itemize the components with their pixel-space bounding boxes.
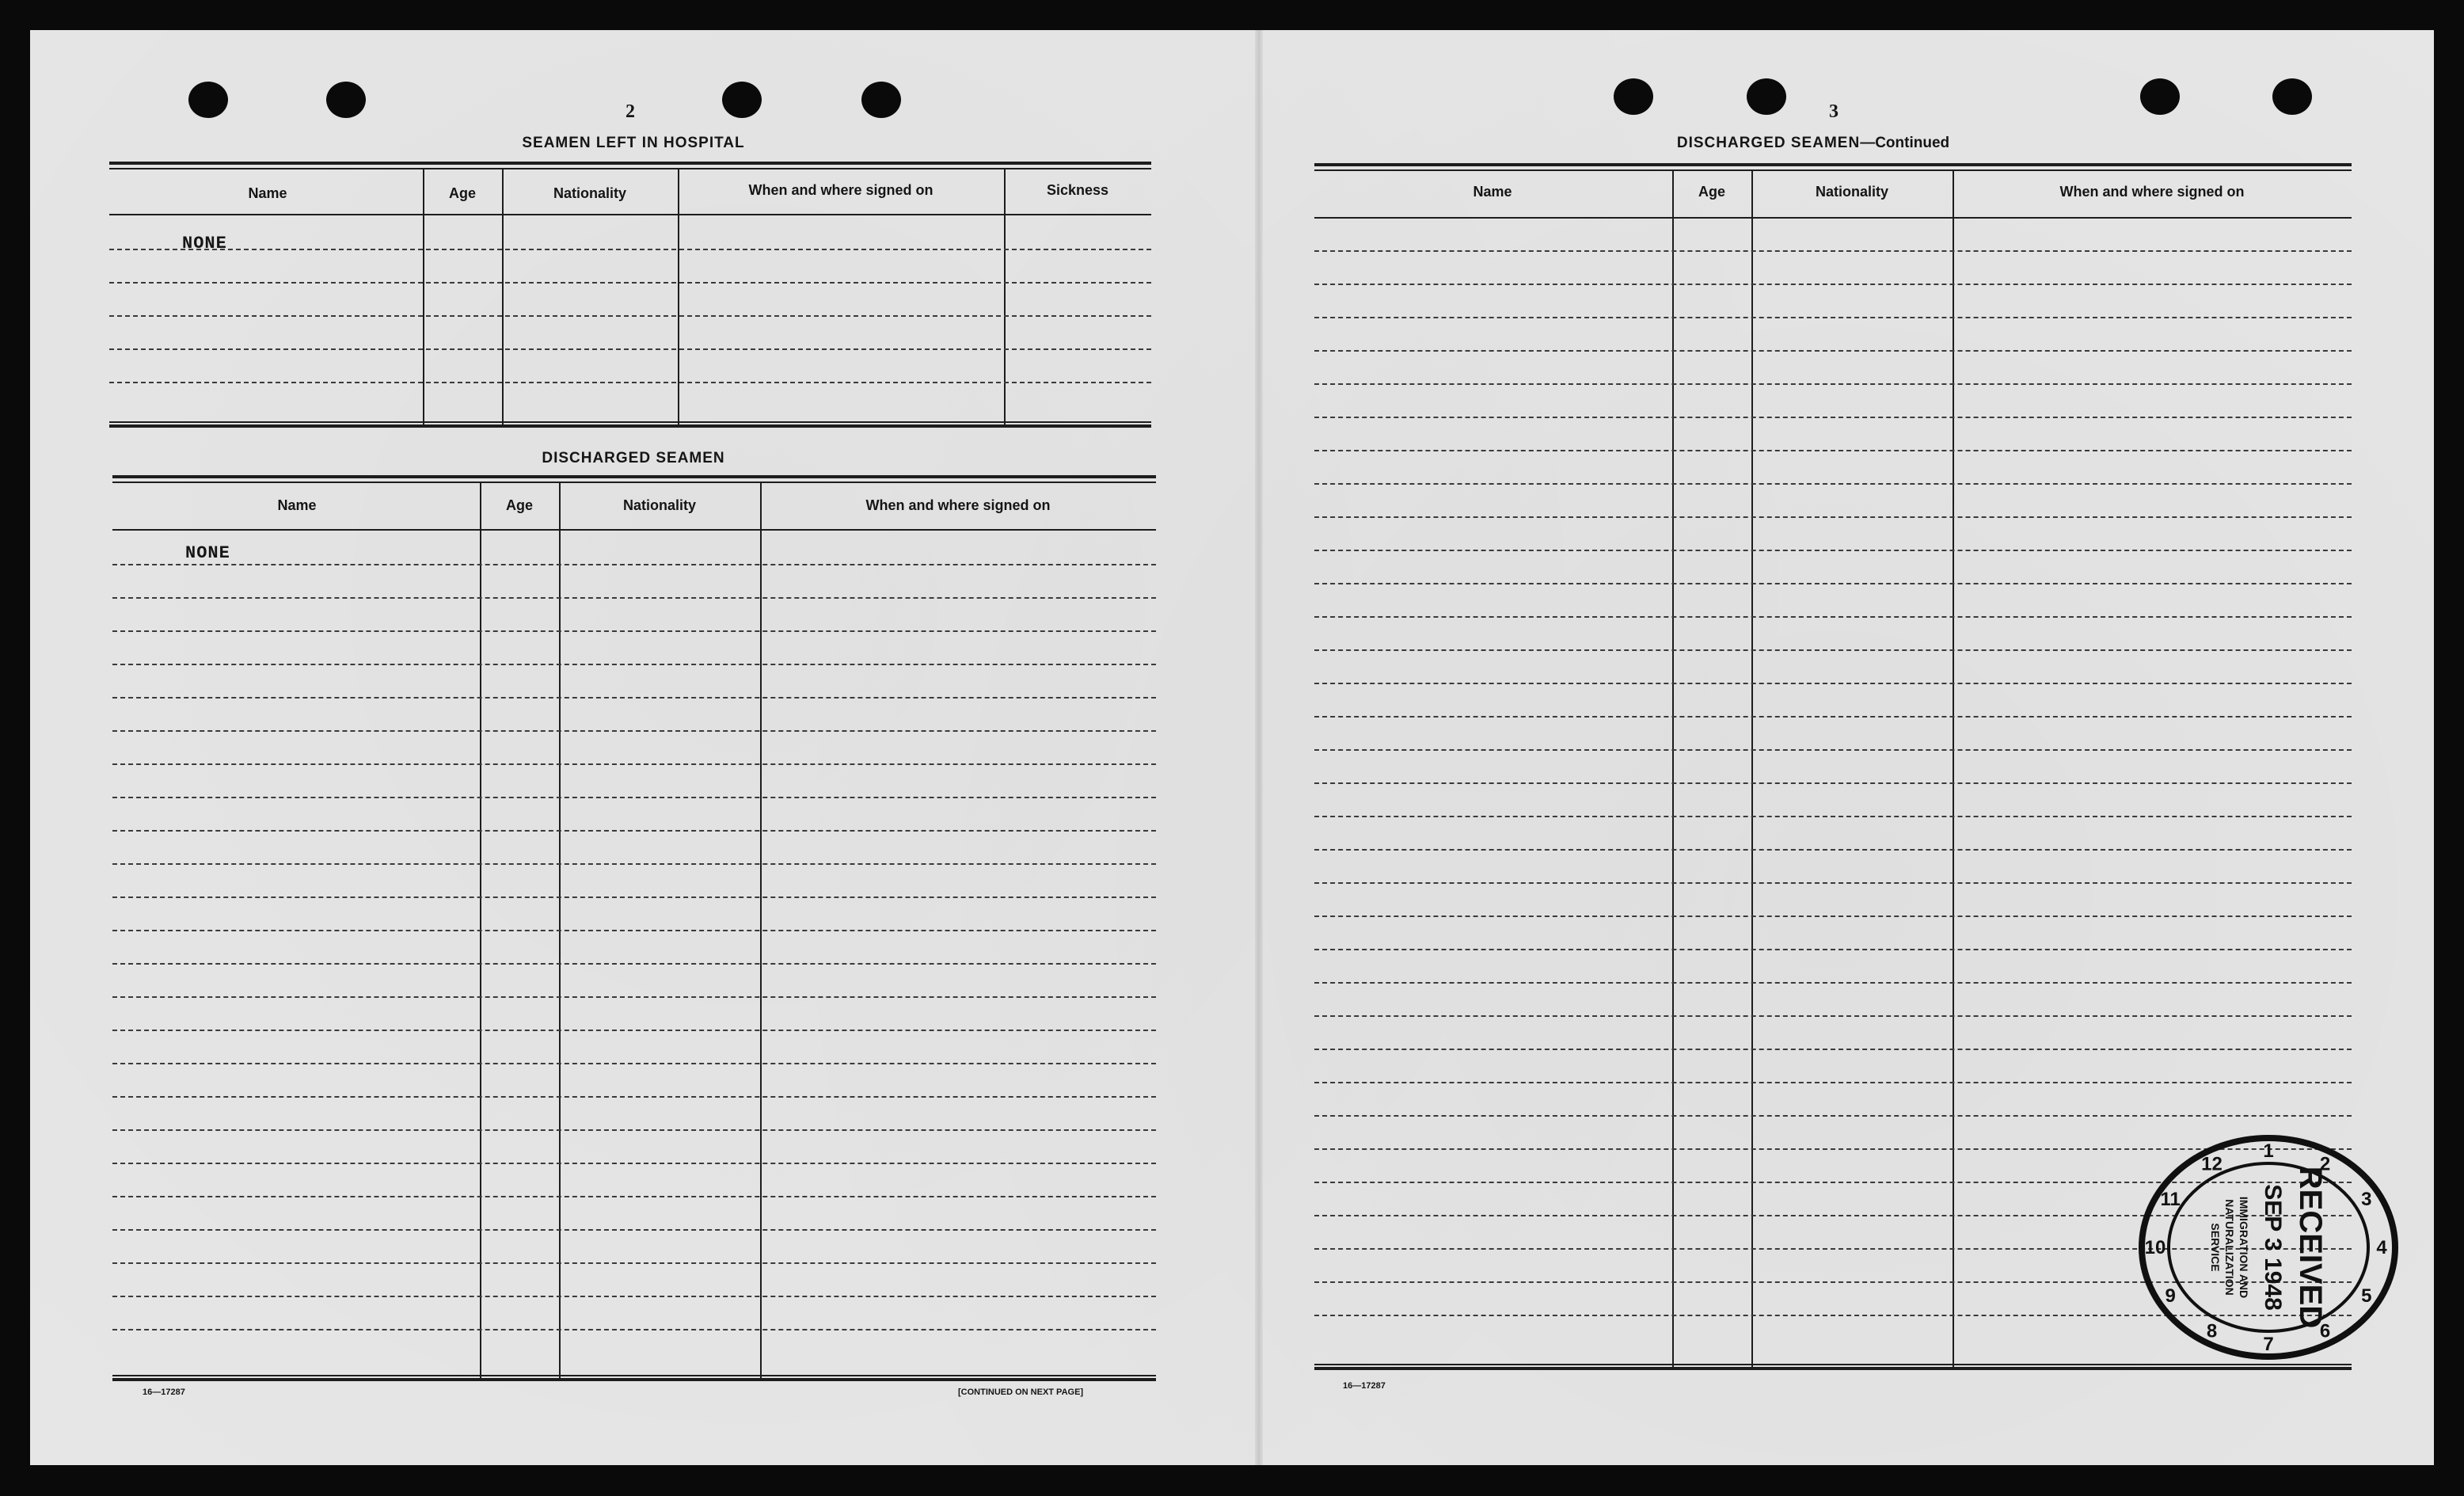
section-title-hospital: SEAMEN LEFT IN HOSPITAL [522,135,745,151]
col-header-name: Name [1473,184,1512,200]
stamp-ring-number: 10 [2144,1237,2166,1258]
section-title-discharged-continued [1576,135,2051,152]
col-header-signed-on: When and where signed on [2059,184,2245,200]
stamp-ring-number: 12 [2201,1153,2223,1175]
col-header-age: Age [1698,184,1725,200]
stamp-ring-number: 3 [2361,1189,2372,1210]
punch-hole [188,82,228,118]
page-number: 3 [1829,101,1838,122]
punch-hole [722,82,762,118]
stamp-ring-number: 1 [2263,1140,2274,1162]
col-header-sickness: Sickness [1046,182,1109,198]
page-number: 2 [626,101,635,122]
punch-hole [2272,78,2312,115]
title-suffix: —Continued [1860,135,1950,151]
stamp-date: SEP 3 1948 [2260,1184,2286,1311]
stamp-graphic [2130,1129,2407,1366]
col-header-age: Age [505,497,533,513]
stamp-line: NATURALIZATION [2223,1199,2236,1296]
stamp-line: SERVICE [2209,1223,2222,1272]
section-title-discharged: DISCHARGED SEAMEN [542,450,725,466]
col-header-nationality: Nationality [1815,184,1888,200]
form-number: 16—17287 [1343,1381,1386,1391]
punch-hole [1747,78,1786,115]
col-header-name: Name [277,497,317,513]
col-header-nationality: Nationality [622,497,696,513]
punch-hole [2140,78,2180,115]
stamp-ring-number: 6 [2319,1320,2331,1342]
col-header-nationality: Nationality [553,185,626,201]
stamp-ring-number: 7 [2263,1334,2274,1355]
stamp-ring-number: 9 [2165,1285,2176,1307]
stamp-line: IMMIGRATION AND [2238,1196,2250,1299]
hospital-entry: NONE [182,234,227,253]
col-header-name: Name [248,185,287,201]
received-stamp [2130,1129,2407,1366]
stamp-received-text: RECEIVED [2293,1166,2328,1329]
punch-hole [861,82,901,118]
stamp-ring-number: 4 [2376,1237,2387,1258]
col-header-age: Age [448,185,476,201]
title-main: DISCHARGED SEAMEN [1676,135,1861,151]
col-header-signed-on: When and where signed on [865,497,1051,513]
stamp-ring-number: 8 [2206,1320,2218,1342]
stamp-ring-number: 5 [2361,1285,2372,1307]
stamp-ring-number: 11 [2160,1189,2181,1210]
discharged-entry: NONE [185,543,230,563]
hospital-table [109,162,1151,431]
col-header-signed-on: When and where signed on [748,182,934,198]
punch-hole [326,82,366,118]
discharged-table [112,475,1156,1386]
punch-hole [1614,78,1653,115]
center-fold [1255,30,1263,1465]
continued-note: [CONTINUED ON NEXT PAGE] [958,1388,1084,1397]
stamp-ring-number: 2 [2319,1153,2331,1175]
form-number: 16—17287 [143,1388,185,1397]
